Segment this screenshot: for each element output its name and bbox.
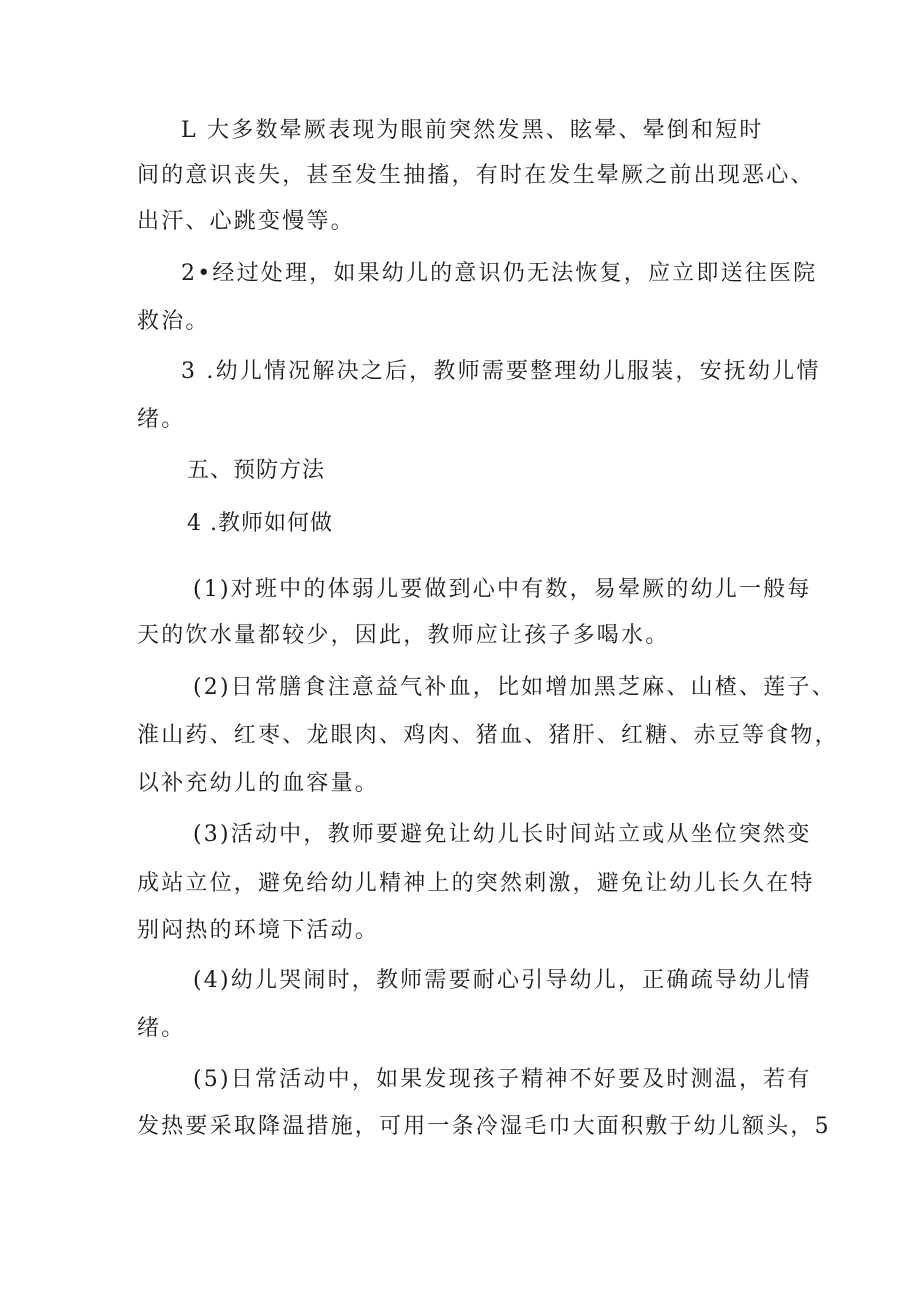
item-3-line-1: (3)活动中，教师要避免让幼儿长时间站立或从坐位突然变 (193, 822, 812, 847)
item-3-line-3: 别闷热的环境下活动。 (137, 918, 380, 943)
item-2-line-3: 以补充幼儿的血容量。 (137, 771, 380, 796)
paragraph-3-line-1: 3 .幼儿情况解决之后，教师需要整理幼儿服装，安抚幼儿情 (181, 359, 821, 384)
paragraph-2-line-2: 救治。 (137, 309, 210, 334)
item-2-line-2: 淮山药、红枣、龙眼肉、鸡肉、猪血、猪肝、红糖、赤豆等食物， (137, 723, 839, 748)
paragraph-1-line-3: 出汗、心跳变慢等。 (137, 209, 355, 234)
item-5-line-1: (5)日常活动中，如果发现孩子精神不好要及时测温，若有 (193, 1067, 812, 1092)
item-4-line-1: (4)幼儿哭闹时，教师需要耐心引导幼儿，正确疏导幼儿情 (193, 968, 812, 993)
item-2-line-1: (2)日常膳食注意益气补血，比如增加黑芝麻、山楂、莲子、 (193, 675, 836, 700)
item-3-line-2: 成站立位，避免给幼儿精神上的突然刺激，避免让幼儿长久在特 (137, 871, 815, 896)
paragraph-2-line-1: 2•经过处理，如果幼儿的意识仍无法恢复，应立即送往医院 (181, 261, 818, 286)
paragraph-1-line-1: L 大多数晕厥表现为眼前突然发黑、眩晕、晕倒和短时 (181, 118, 764, 143)
item-4-line-2: 绪。 (137, 1016, 186, 1041)
subsection-heading: 4 .教师如何做 (187, 511, 333, 536)
paragraph-1-line-2: 间的意识丧失，甚至发生抽搐，有时在发生晕厥之前出现恶心、 (137, 163, 815, 188)
section-heading: 五、预防方法 (187, 458, 326, 483)
paragraph-3-line-2: 绪。 (137, 407, 186, 432)
item-1-line-1: (1)对班中的体弱儿要做到心中有数，易晕厥的幼儿一般每 (193, 577, 812, 602)
item-1-line-2: 天的饮水量都较少，因此，教师应让孩子多喝水。 (137, 623, 670, 648)
item-5-line-2: 发热要采取降温措施，可用一条冷湿毛巾大面积敷于幼儿额头，5 (137, 1114, 831, 1139)
